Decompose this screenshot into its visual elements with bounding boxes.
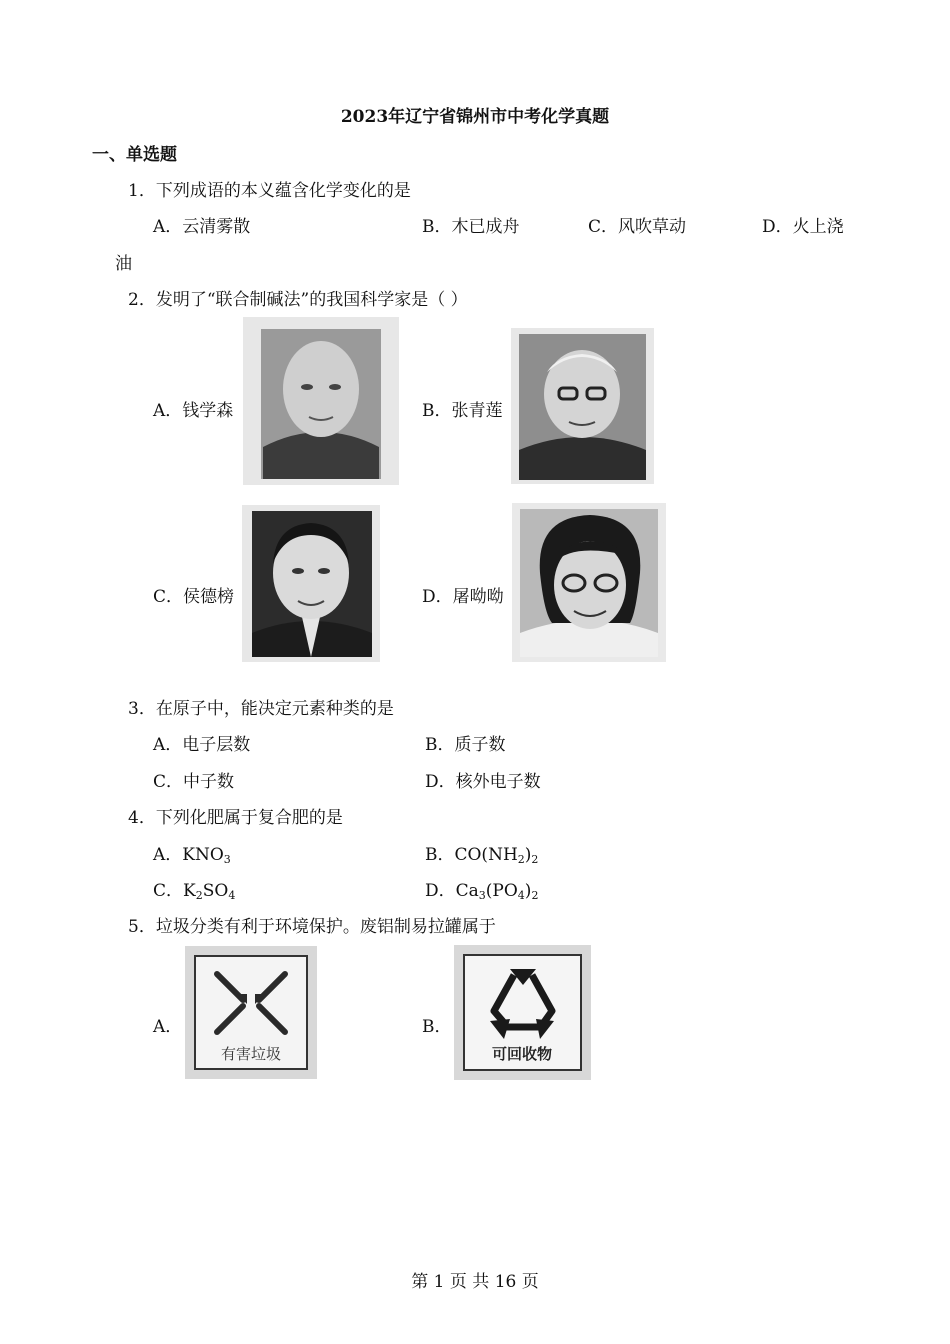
q3-option-d: D．核外电子数 — [425, 772, 541, 792]
portrait-photo-d — [512, 503, 666, 662]
svg-text:有害垃圾: 有害垃圾 — [220, 1045, 282, 1063]
q4-option-c: C．$K_2SO_4$ — [153, 881, 236, 902]
page-footer: 第 1 页 共 16 页 — [411, 1272, 539, 1292]
q1-option-d-wrap: 油 — [115, 254, 132, 274]
section-heading: 一、单选题 — [92, 145, 177, 165]
portrait-photo-a — [243, 317, 399, 485]
question-1-stem: 1．下列成语的本义蕴含化学变化的是 — [128, 181, 411, 201]
q5-option-a: A． — [153, 1017, 183, 1037]
q5-option-b: B． — [422, 1017, 452, 1037]
question-5-stem: 5．垃圾分类有利于环境保护。废铝制易拉罐属于 — [128, 917, 496, 937]
q1-option-b: B．木已成舟 — [422, 217, 520, 237]
q1-option-a: A．云清雾散 — [153, 217, 251, 237]
portrait-photo-c — [242, 505, 380, 662]
q1-option-d: D．火上浇 — [762, 217, 844, 237]
recyclable-sign — [454, 945, 591, 1080]
page-title: 2023年辽宁省锦州市中考化学真题 — [340, 107, 610, 127]
q3-option-a: A．电子层数 — [153, 735, 251, 755]
portrait-photo-b — [511, 328, 654, 484]
question-4-stem: 4．下列化肥属于复合肥的是 — [128, 808, 343, 828]
q4-option-d: D．$Ca_3(PO_4)_2$ — [425, 881, 539, 902]
q4-option-b: B．$CO(NH_2)_2$ — [425, 845, 539, 866]
question-2-stem: 2．发明了“联合制碱法”的我国科学家是（ ） — [128, 290, 468, 310]
svg-text:可回收物: 可回收物 — [491, 1045, 553, 1063]
q2-option-c: C．侯德榜 — [153, 587, 235, 607]
hazardous-waste-sign — [185, 946, 317, 1079]
q1-option-c: C．风吹草动 — [588, 217, 687, 237]
q3-option-c: C．中子数 — [153, 772, 235, 792]
q4-option-a: A．$KNO_3$ — [153, 845, 231, 866]
q2-option-b: B．张青莲 — [422, 401, 503, 421]
question-3-stem: 3．在原子中，能决定元素种类的是 — [128, 699, 394, 719]
q3-option-b: B．质子数 — [425, 735, 506, 755]
q2-option-a: A．钱学森 — [153, 401, 234, 421]
q2-option-d: D．屠呦呦 — [422, 587, 504, 607]
